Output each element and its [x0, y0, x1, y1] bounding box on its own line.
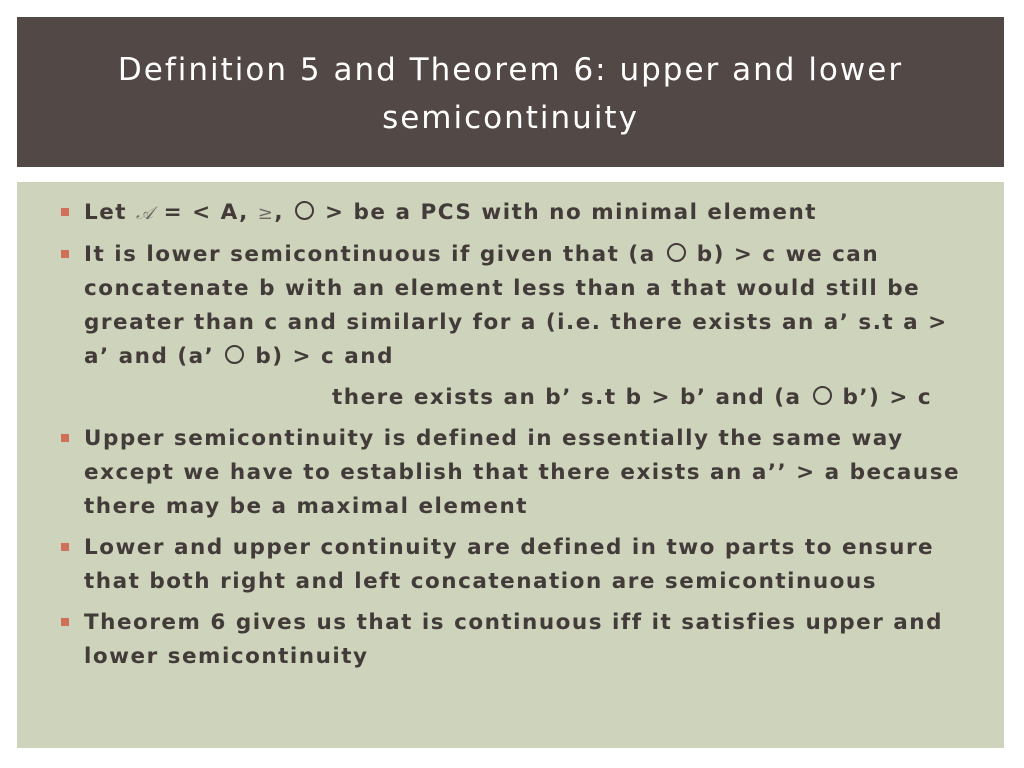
bullet-text: b) > c and [246, 344, 394, 369]
bullet-text: = < A, [154, 200, 258, 225]
bullet-text: Lower and upper continuity are defined in two parts to ensure that both right and left concatenation are semicontinuous [84, 535, 935, 594]
bullet-text: Let [84, 200, 137, 225]
circle-operator-icon [667, 243, 686, 262]
bullet-text: Upper semicontinuity is defined in essentially the same way except we have to establish that there exists an a’’ > a because there may be a maximal element [84, 426, 961, 519]
circle-operator-icon [813, 386, 832, 405]
title-bar [17, 17, 1004, 167]
bullet-text: , [274, 200, 294, 225]
bullet-marker-icon [61, 208, 69, 216]
bullet-marker-icon [61, 250, 69, 258]
bullet-text: b’) > c [833, 385, 933, 410]
bullet-list [61, 196, 981, 681]
geq-symbol: ≥ [257, 203, 275, 224]
bullet-continuation [84, 381, 981, 415]
bullet-item-upper-semicontinuity [61, 422, 981, 524]
bullet-text: > be a PCS with no minimal element [316, 200, 818, 225]
content-area [17, 182, 1004, 748]
slide-title: Definition 5 and Theorem 6: upper and lower semicontinuity [117, 52, 904, 136]
circle-operator-icon [295, 201, 314, 220]
bullet-marker-icon [61, 543, 69, 551]
bullet-item-lower-semicontinuous [61, 238, 981, 415]
bullet-item-theorem-6 [61, 606, 981, 674]
bullet-text: there exists an b’ s.t b > b’ and (a [332, 385, 811, 410]
bullet-marker-icon [61, 618, 69, 626]
bullet-text: Theorem 6 gives us that is continuous iff it satisfies upper and lower semicontinuity [84, 610, 944, 669]
bullet-marker-icon [61, 434, 69, 442]
bullet-text: It is lower semicontinuous if given that (a [84, 242, 665, 267]
circle-operator-icon [225, 345, 244, 364]
script-a-symbol: 𝒜 [136, 203, 155, 224]
bullet-item-definition [61, 196, 981, 231]
bullet-item-lower-upper-continuity [61, 531, 981, 599]
bullet-text: b) > c we can concatenate b with an element less than a that would still be greater than c and similarly for a (i.e. there exists an a’ s.t a > a’ and (a’ [84, 242, 948, 369]
